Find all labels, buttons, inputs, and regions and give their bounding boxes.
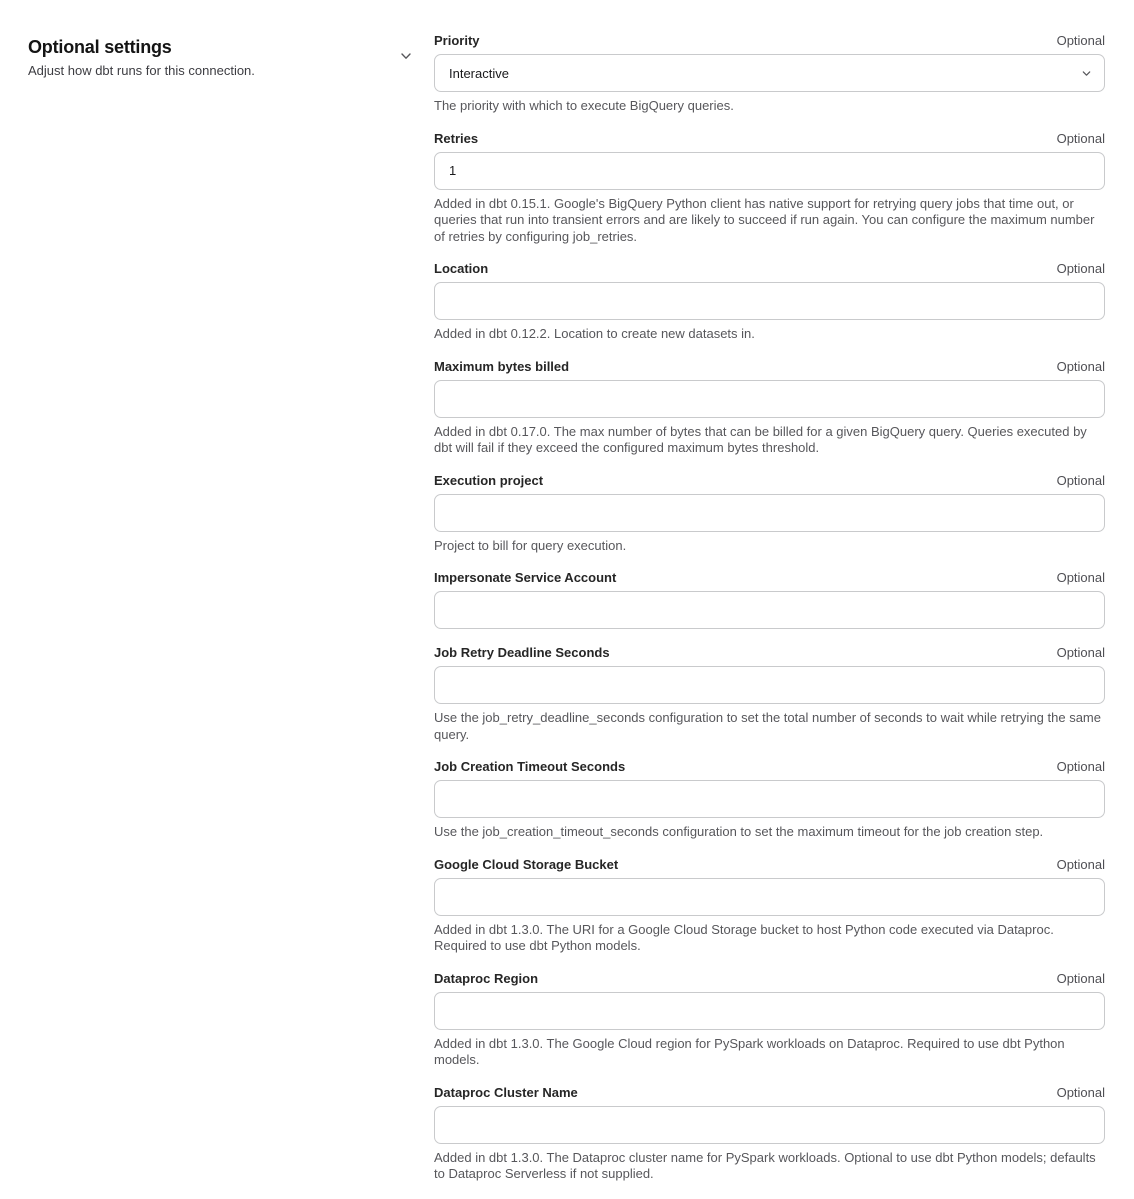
impersonate-service-account-optional-badge: Optional <box>1056 570 1105 585</box>
dataproc-region-label: Dataproc Region <box>434 970 539 986</box>
field-head <box>434 131 1105 147</box>
chevron-down-icon <box>1081 68 1092 79</box>
field-control <box>434 54 1105 92</box>
google-cloud-storage-bucket-optional-badge: Optional <box>1056 856 1105 872</box>
maximum-bytes-billed-label: Maximum bytes billed <box>434 358 570 374</box>
section-subtitle: Adjust how dbt runs for this connection. <box>28 63 255 78</box>
field-head <box>434 645 1105 661</box>
field-head <box>434 971 1105 987</box>
form-field-impersonate-service-account <box>434 570 1105 629</box>
field-head <box>434 1085 1105 1101</box>
field-head <box>434 261 1105 277</box>
section-title: Optional settings <box>28 37 172 57</box>
execution-project-input[interactable] <box>434 494 1105 532</box>
field-head <box>434 33 1105 49</box>
job-retry-deadline-seconds-help-text: Use the job_retry_deadline_seconds configuration to set the total number of seconds to wait while retrying the same query. <box>434 710 1101 742</box>
job-creation-timeout-seconds-label: Job Creation Timeout Seconds <box>434 759 626 774</box>
form-field-priority <box>434 33 1105 115</box>
job-creation-timeout-seconds-input[interactable] <box>434 780 1105 818</box>
maximum-bytes-billed-input[interactable] <box>434 380 1105 418</box>
form-field-retries <box>434 131 1105 246</box>
optional-settings-form <box>434 0 1105 1199</box>
job-retry-deadline-seconds-optional-badge: Optional <box>1056 645 1105 660</box>
priority-select[interactable] <box>434 54 1105 92</box>
form-field-job-creation-timeout-seconds <box>434 759 1105 841</box>
field-control <box>434 878 1105 916</box>
google-cloud-storage-bucket-input[interactable] <box>434 878 1105 916</box>
form-field-execution-project <box>434 473 1105 555</box>
form-field-job-retry-deadline-seconds <box>434 645 1105 743</box>
dataproc-cluster-name-label: Dataproc Cluster Name <box>434 1084 578 1100</box>
retries-input[interactable] <box>434 152 1105 190</box>
field-control <box>434 494 1105 532</box>
execution-project-optional-badge: Optional <box>1056 472 1105 488</box>
impersonate-service-account-input[interactable] <box>434 591 1105 629</box>
form-field-dataproc-cluster-name <box>434 1085 1105 1183</box>
field-control <box>434 992 1105 1030</box>
field-head <box>434 473 1105 489</box>
field-control <box>434 152 1105 190</box>
chevron-down-icon <box>399 49 413 63</box>
field-control <box>434 380 1105 418</box>
priority-optional-badge: Optional <box>1056 33 1105 48</box>
retries-help-text: Added in dbt 0.15.1. Google's BigQuery Python client has native support for retrying query jobs that time out, or queries that run into transient errors and are likely to succeed if run again. You can configure the maximum number of retries by configuring job_retries. <box>434 195 1095 244</box>
field-control <box>434 666 1105 704</box>
retries-label: Retries <box>434 130 479 146</box>
dataproc-region-help-text: Added in dbt 1.3.0. The Google Cloud region for PySpark workloads on Dataproc. Required to use dbt Python models. <box>434 1035 1065 1067</box>
section-intro <box>0 0 434 1199</box>
job-creation-timeout-seconds-optional-badge: Optional <box>1056 759 1105 774</box>
priority-help-text: The priority with which to execute BigQuery queries. <box>434 98 734 113</box>
location-input[interactable] <box>434 282 1105 320</box>
location-help-text: Added in dbt 0.12.2. Location to create new datasets in. <box>434 326 755 341</box>
field-head <box>434 359 1105 375</box>
google-cloud-storage-bucket-help-text: Added in dbt 1.3.0. The URI for a Google Cloud Storage bucket to host Python code executed via Dataproc. Required to use dbt Python models. <box>434 921 1054 953</box>
section-collapse-toggle[interactable] <box>396 46 416 66</box>
form-field-dataproc-region <box>434 971 1105 1069</box>
dataproc-cluster-name-optional-badge: Optional <box>1056 1084 1105 1100</box>
field-control <box>434 282 1105 320</box>
job-retry-deadline-seconds-label: Job Retry Deadline Seconds <box>434 645 610 660</box>
maximum-bytes-billed-optional-badge: Optional <box>1056 358 1105 374</box>
retries-optional-badge: Optional <box>1056 130 1105 146</box>
form-field-maximum-bytes-billed <box>434 359 1105 457</box>
field-head <box>434 570 1105 586</box>
execution-project-help-text: Project to bill for query execution. <box>434 537 627 553</box>
dataproc-cluster-name-input[interactable] <box>434 1106 1105 1144</box>
location-optional-badge: Optional <box>1056 261 1105 276</box>
priority-label: Priority <box>434 33 480 48</box>
dataproc-region-optional-badge: Optional <box>1056 970 1105 986</box>
field-control <box>434 1106 1105 1144</box>
dataproc-cluster-name-help-text: Added in dbt 1.3.0. The Dataproc cluster name for PySpark workloads. Optional to use dbt Python models; defaults to Dataproc Serverless if not supplied. <box>434 1149 1096 1181</box>
location-label: Location <box>434 261 489 276</box>
maximum-bytes-billed-help-text: Added in dbt 0.17.0. The max number of bytes that can be billed for a given BigQuery query. Queries executed by dbt will fail if they exceed the configured maximum bytes threshold. <box>434 423 1087 455</box>
form-field-location <box>434 261 1105 343</box>
impersonate-service-account-label: Impersonate Service Account <box>434 570 617 585</box>
job-creation-timeout-seconds-help-text: Use the job_creation_timeout_seconds configuration to set the maximum timeout for the job creation step. <box>434 824 1044 839</box>
field-control <box>434 591 1105 629</box>
priority-selected-value: Interactive <box>449 65 509 81</box>
dataproc-region-input[interactable] <box>434 992 1105 1030</box>
field-head <box>434 857 1105 873</box>
google-cloud-storage-bucket-label: Google Cloud Storage Bucket <box>434 856 619 872</box>
field-control <box>434 780 1105 818</box>
job-retry-deadline-seconds-input[interactable] <box>434 666 1105 704</box>
field-head <box>434 759 1105 775</box>
form-field-google-cloud-storage-bucket <box>434 857 1105 955</box>
execution-project-label: Execution project <box>434 472 544 488</box>
